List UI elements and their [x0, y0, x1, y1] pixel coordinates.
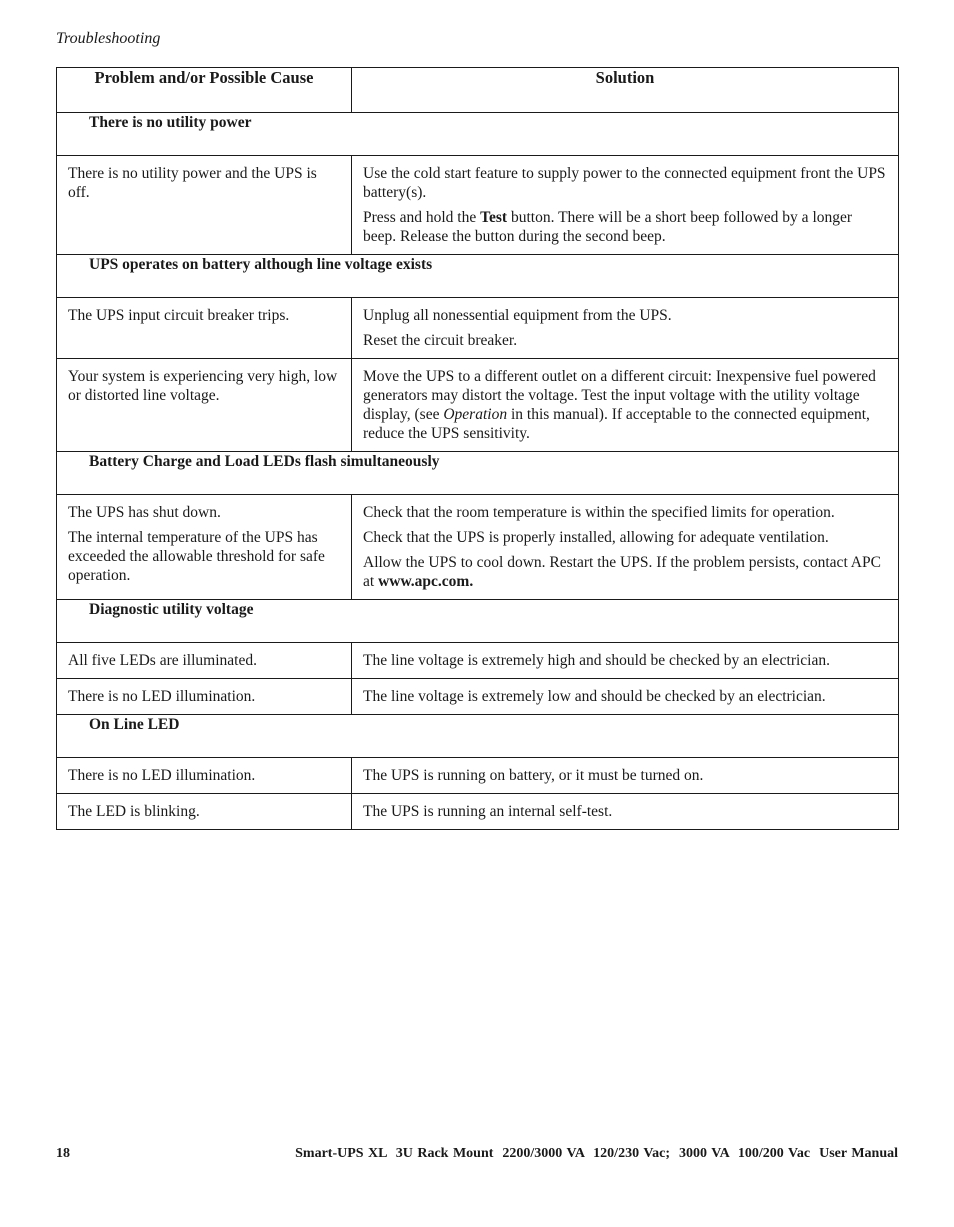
cause-text: The UPS has shut down.: [68, 504, 221, 521]
solution-cell: [352, 495, 899, 600]
solution-text: [363, 208, 887, 246]
website-link-text: www.apc.com.: [378, 573, 474, 590]
troubleshooting-table: [56, 67, 899, 830]
section-title: There is no utility power: [57, 113, 899, 156]
solution-text: [363, 553, 887, 591]
solution-cell: The line voltage is extremely high and should be checked by an electrician.: [352, 643, 899, 679]
solution-cell: [352, 359, 899, 452]
solution-text: Use the cold start feature to supply power to the connected equipment front the UPS battery(s).: [363, 165, 886, 201]
column-header-cause: Problem and/or Possible Cause: [57, 68, 352, 113]
page-number: 18: [56, 1146, 70, 1161]
cause-text: The UPS input circuit breaker trips.: [68, 307, 290, 324]
solution-cell: The line voltage is extremely low and should be checked by an electrician.: [352, 679, 899, 715]
table-row: [57, 298, 899, 359]
cause-cell: There is no LED illumination.: [57, 679, 352, 715]
cause-cell: [57, 495, 352, 600]
table-row: [57, 156, 899, 255]
table-header-row: [57, 68, 899, 113]
solution-text: Reset the circuit breaker.: [363, 332, 518, 349]
manual-title-footer: Smart-UPS XL 3U Rack Mount 2200/3000 VA 120/230 Vac; 3000 VA 100/200 Vac User Manual: [295, 1146, 898, 1161]
section-row: [57, 600, 899, 643]
section-row: [57, 255, 899, 298]
cause-text: Your system is experiencing very high, low or distorted line voltage.: [68, 368, 338, 404]
solution-text: Check that the UPS is properly installed, allowing for adequate ventilation.: [363, 529, 829, 546]
solution-text-part: Move the UPS to a different outlet on a different circuit: Inexpensive fuel powered generators may distort the voltage. Test the input voltage with the utility voltage display, (see: [363, 368, 876, 423]
solution-text-part: Allow the UPS to cool down. Restart the UPS. If the problem persists, contact APC at: [363, 554, 881, 590]
solution-text: Unplug all nonessential equipment from the UPS.: [363, 307, 672, 324]
cause-text: The internal temperature of the UPS has exceeded the allowable threshold for safe operation.: [68, 529, 325, 584]
table-row: [57, 679, 899, 715]
cause-cell: There is no LED illumination.: [57, 758, 352, 794]
solution-cell: [352, 298, 899, 359]
operation-reference: Operation: [443, 406, 508, 423]
solution-text-part: Press and hold the: [363, 209, 481, 226]
solution-cell: The UPS is running on battery, or it must be turned on.: [352, 758, 899, 794]
table-row: [57, 758, 899, 794]
cause-cell: [57, 298, 352, 359]
section-title: On Line LED: [57, 715, 899, 758]
solution-text: Check that the room temperature is within the specified limits for operation.: [363, 504, 835, 521]
table-row: [57, 643, 899, 679]
section-row: [57, 452, 899, 495]
solution-cell: The UPS is running an internal self-test.: [352, 794, 899, 830]
cause-text: There is no utility power and the UPS is off.: [68, 165, 317, 201]
table-row: [57, 794, 899, 830]
cause-cell: [57, 359, 352, 452]
section-title: UPS operates on battery although line voltage exists: [57, 255, 899, 298]
solution-text-part: button. There will be a short beep followed by a longer beep. Release the button during the second beep.: [363, 209, 853, 245]
cause-cell: All five LEDs are illuminated.: [57, 643, 352, 679]
test-button-name: Test: [480, 209, 508, 226]
section-title: Battery Charge and Load LEDs flash simultaneously: [57, 452, 899, 495]
section-row: [57, 715, 899, 758]
solution-text-part: in this manual). If acceptable to the connected equipment, reduce the UPS sensitivity.: [363, 406, 870, 442]
table-row: [57, 495, 899, 600]
column-header-solution: Solution: [352, 68, 899, 113]
cause-cell: [57, 156, 352, 255]
running-header: Troubleshooting: [56, 30, 161, 47]
table-row: [57, 359, 899, 452]
solution-cell: [352, 156, 899, 255]
section-row: [57, 113, 899, 156]
cause-cell: The LED is blinking.: [57, 794, 352, 830]
solution-text: [363, 367, 887, 443]
section-title: Diagnostic utility voltage: [57, 600, 899, 643]
